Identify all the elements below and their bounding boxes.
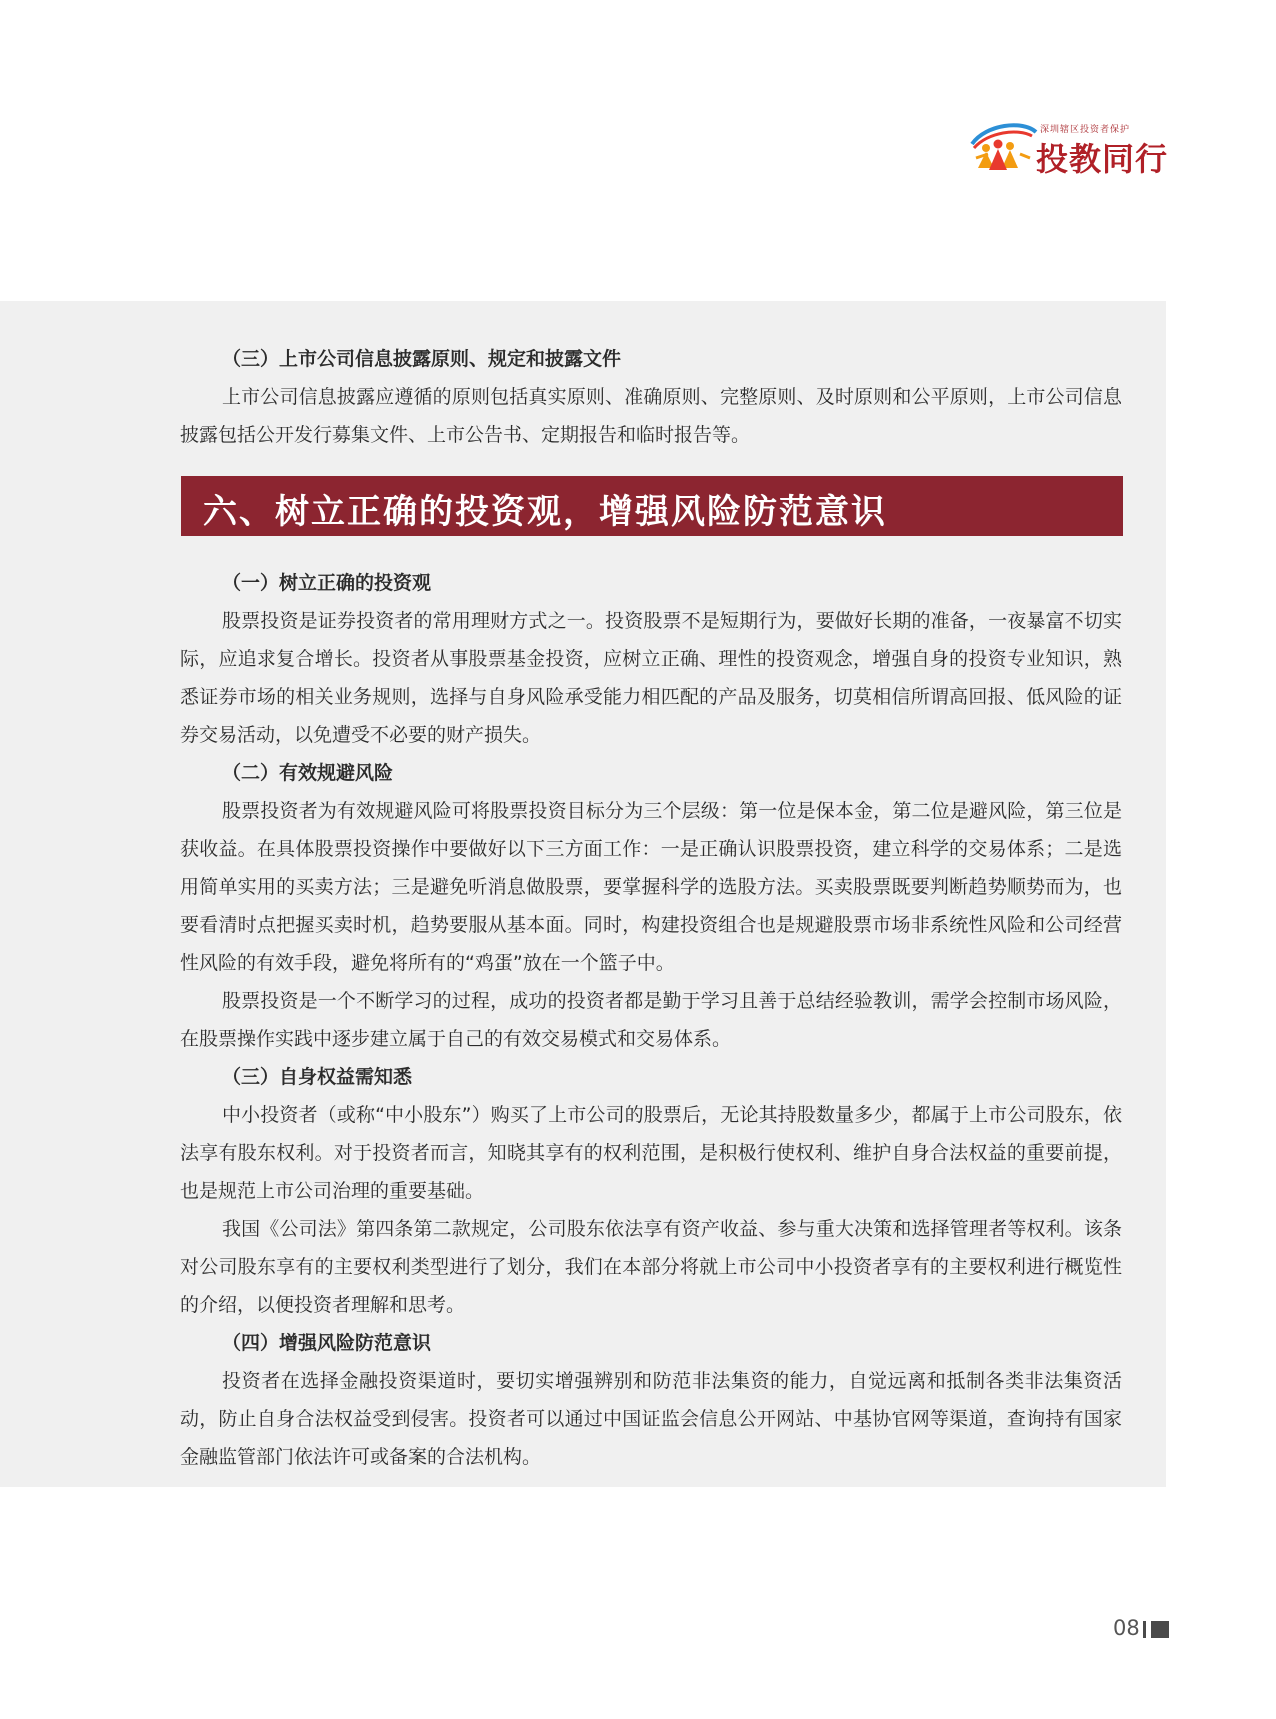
paragraph: 股票投资是一个不断学习的过程，成功的投资者都是勤于学习且善于总结经验教训，需学会控制市场风险，在股票操作实践中逐步建立属于自己的有效交易模式和交易体系。	[180, 990, 1122, 1050]
page-number: 08	[1113, 1616, 1140, 1640]
chapter-body	[180, 564, 1122, 1476]
chapter-title: 六、树立正确的投资观，增强风险防范意识	[203, 492, 887, 532]
page-marker-block	[1151, 1621, 1169, 1638]
section-heading: （二）有效规避风险	[222, 762, 394, 784]
paragraph: 我国《公司法》第四条第二款规定，公司股东依法享有资产收益、参与重大决策和选择管理者等权利。该条对公司股东享有的主要权利类型进行了划分，我们在本部分将就上市公司中小投资者享有的主要权利进行概览性的介绍，以便投资者理解和思考。	[180, 1218, 1122, 1316]
section-heading: （四）增强风险防范意识	[222, 1332, 432, 1354]
section-heading: （一）树立正确的投资观	[222, 572, 432, 594]
section-heading: （三）自身权益需知悉	[222, 1066, 413, 1088]
logo	[968, 118, 1168, 178]
investor-education-logo-icon	[968, 122, 1038, 174]
paragraph: 投资者在选择金融投资渠道时，要切实增强辨别和防范非法集资的能力，自觉远离和抵制各类非法集资活动，防止自身合法权益受到侵害。投资者可以通过中国证监会信息公开网站、中基协官网等渠道，查询持有国家金融监管部门依法许可或备案的合法机构。	[180, 1370, 1122, 1468]
section-heading: （三）上市公司信息披露原则、规定和披露文件	[222, 348, 622, 370]
paragraph: 股票投资者为有效规避风险可将股票投资目标分为三个层级：第一位是保本金，第二位是避风险，第三位是获收益。在具体股票投资操作中要做好以下三方面工作：一是正确认识股票投资，建立科学的交易体系；二是选用简单实用的买卖方法；三是避免听消息做股票，要掌握科学的选股方法。买卖股票既要判断趋势顺势而为，也要看清时点把握买卖时机，趋势要服从基本面。同时，构建投资组合也是规避股票市场非系统性风险和公司经营性风险的有效手段，避免将所有的“鸡蛋”放在一个篮子中。	[180, 800, 1122, 974]
logo-title: 投教同行	[1036, 140, 1169, 178]
paragraph: 股票投资是证券投资者的常用理财方式之一。投资股票不是短期行为，要做好长期的准备，一夜暴富不切实际，应追求复合增长。投资者从事股票基金投资，应树立正确、理性的投资观念，增强自身的投资专业知识，熟悉证券市场的相关业务规则，选择与自身风险承受能力相匹配的产品及服务，切莫相信所谓高回报、低风险的证券交易活动，以免遭受不必要的财产损失。	[180, 610, 1122, 746]
paragraph: 中小投资者（或称“中小股东”）购买了上市公司的股票后，无论其持股数量多少，都属于上市公司股东，依法享有股东权利。对于投资者而言，知晓其享有的权利范围，是积极行使权利、维护自身合法权益的重要前提，也是规范上市公司治理的重要基础。	[180, 1104, 1122, 1202]
page-divider	[1143, 1621, 1146, 1638]
paragraph: 上市公司信息披露应遵循的原则包括真实原则、准确原则、完整原则、及时原则和公平原则，上市公司信息披露包括公开发行募集文件、上市公告书、定期报告和临时报告等。	[180, 386, 1122, 446]
chapter-banner	[181, 476, 1123, 536]
logo-subtitle: 深圳辖区投资者保护	[1040, 125, 1131, 135]
previous-section	[180, 340, 1122, 454]
